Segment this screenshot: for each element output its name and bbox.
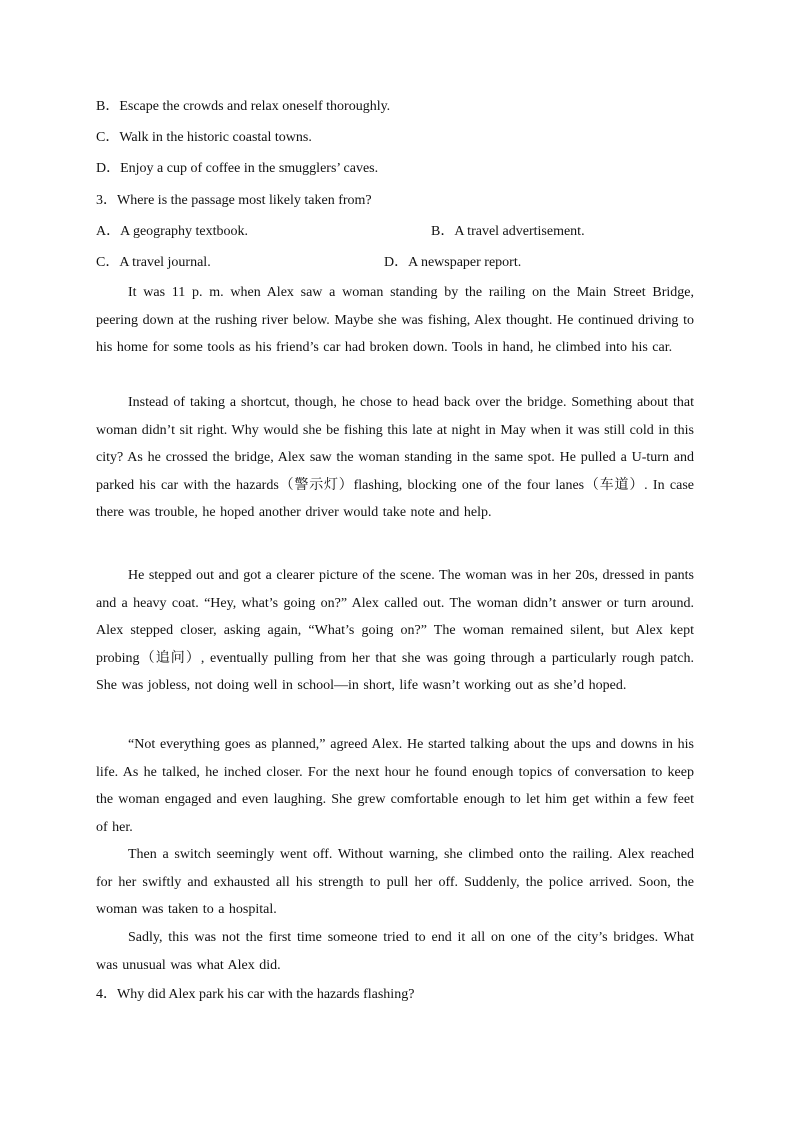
q2-option-b: B．Escape the crowds and relax oneself thoroughly. (96, 99, 391, 114)
passage-paragraph-3: He stepped out and got a clearer picture of the scene. The woman was in her 20s, dressed in pants and a heavy coat. “Hey, what’s going on?” Alex called out. The woman didn’t answer or turn around. Alex stepped closer, asking again, “What’s going on?” The woman remained silent, but Alex kept probing（追问）, eventually pulling from her that she was going through a particularly rough patch. She was jobless, not doing well in school—in short, life wasn’t working out as she’d hoped. (96, 568, 694, 694)
q3-option-a: A．A geography textbook. (96, 224, 249, 239)
passage-paragraph-5: Then a switch seemingly went off. Without warning, she climbed onto the railing. Alex reached for her swiftly and exhausted all his strength to pull her off. Suddenly, the police arrived. Soon, the woman was taken to a hospital. (96, 847, 694, 918)
passage-paragraph-4: “Not everything goes as planned,” agreed Alex. He started talking about the ups and downs in his life. As he talked, he inched closer. For the next hour he found enough topics of conversation to keep the woman engaged and even laughing. She grew comfortable enough to let him get within a few feet of her. (96, 737, 694, 835)
q4-question: 4．Why did Alex park his car with the hazards flashing? (96, 987, 415, 1002)
q2-option-d: D．Enjoy a cup of coffee in the smugglers’ caves. (96, 161, 379, 176)
q3-option-d: D．A newspaper report. (384, 255, 522, 270)
q3-options-row-1 (96, 223, 696, 241)
q3-option-b: B．A travel advertisement. (431, 224, 585, 239)
passage-paragraph-1: It was 11 p. m. when Alex saw a woman standing by the railing on the Main Street Bridge, peering down at the rushing river below. Maybe she was fishing, Alex thought. He continued driving to his home for some tools as his friend’s car had broken down. Tools in hand, he climbed into his car. (96, 285, 694, 356)
q3-option-c: C．A travel journal. (96, 255, 211, 270)
passage-paragraph-6: Sadly, this was not the first time someone tried to end it all on one of the city’s bridges. What was unusual was what Alex did. (96, 930, 694, 973)
q3-question: 3．Where is the passage most likely taken from? (96, 193, 372, 208)
passage-paragraph-2: Instead of taking a shortcut, though, he chose to head back over the bridge. Something about that woman didn’t sit right. Why would she be fishing this late at night in May when it was still cold in this city? As he crossed the bridge, Alex saw the woman standing in the same spot. He pulled a U-turn and parked his car with the hazards（警示灯）flashing, blocking one of the four lanes（车道）. In case there was trouble, he hoped another driver would take note and help. (96, 395, 694, 521)
q3-options-row-2 (96, 254, 696, 272)
q2-option-c: C．Walk in the historic coastal towns. (96, 130, 312, 145)
